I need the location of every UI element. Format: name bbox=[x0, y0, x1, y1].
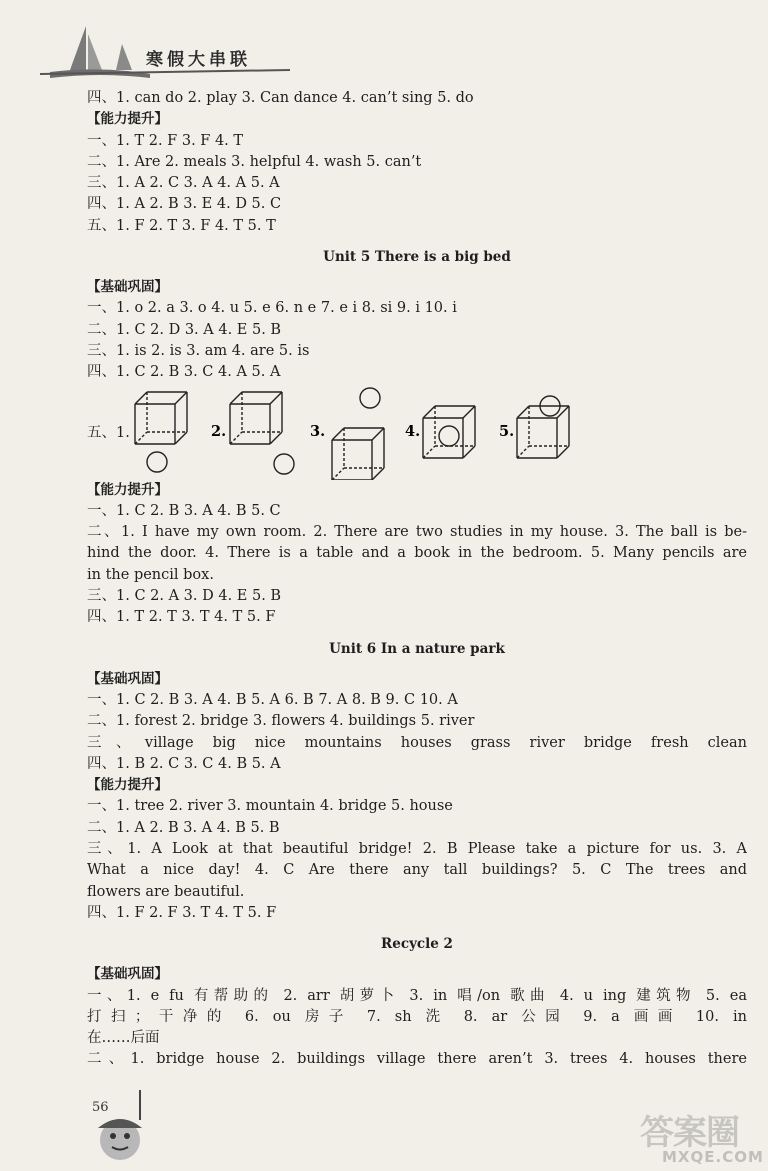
cube-label: 2. bbox=[211, 422, 227, 440]
answer-line: 四、1. A 2. B 3. E 4. D 5. C bbox=[87, 196, 282, 213]
answer-line: 三、village big nice mountains houses grass river bridge fresh clean bbox=[87, 734, 747, 751]
answer-content bbox=[87, 88, 747, 1071]
answer-line: in the pencil box. bbox=[87, 566, 214, 583]
unit-title: Unit 6 In a nature park bbox=[329, 640, 505, 657]
watermark-logo: 答案圈 bbox=[640, 1113, 739, 1153]
answer-line: 三、1. A 2. C 3. A 4. A 5. A bbox=[87, 175, 280, 192]
page-number: 56 bbox=[92, 1100, 109, 1115]
cube-diagrams bbox=[87, 384, 747, 480]
section-heading: 【基础巩固】 bbox=[87, 670, 168, 687]
answer-line: hind the door. 4. There is a table and a book in the bedroom. 5. Many pencils are bbox=[87, 545, 747, 562]
answer-line: 二、1. I have my own room. 2. There are two studies in my house. 3. The ball is be- bbox=[87, 524, 747, 541]
cartoon-decoration bbox=[78, 1080, 158, 1165]
answer-line: 三、1. A Look at that beautiful bridge! 2. B Please take a picture for us. 3. A bbox=[87, 841, 747, 858]
section-heading: 【基础巩固】 bbox=[87, 279, 168, 296]
answer-line: 四、1. B 2. C 3. C 4. B 5. A bbox=[87, 755, 281, 772]
unit-title: Recycle 2 bbox=[381, 936, 453, 953]
section-heading: 【能力提升】 bbox=[87, 481, 168, 498]
answer-line: 打扫；干净的 6. ou 房子 7. sh 洗 8. ar 公园 9. a 画画 10. in bbox=[87, 1008, 747, 1025]
answer-line: 二、1. bridge house 2. buildings village there aren’t 3. trees 4. houses there bbox=[87, 1051, 747, 1068]
answer-line: 二、1. A 2. B 3. A 4. B 5. B bbox=[87, 819, 280, 836]
section-heading: 【基础巩固】 bbox=[87, 966, 168, 983]
answer-line: 二、1. forest 2. bridge 3. flowers 4. buildings 5. river bbox=[87, 713, 475, 730]
cube-label: 4. bbox=[405, 422, 421, 440]
answer-line: 五、1. F 2. T 3. F 4. T 5. T bbox=[87, 217, 276, 234]
answer-line: 一、1. o 2. a 3. o 4. u 5. e 6. n e 7. e i 8. si 9. i 10. i bbox=[87, 300, 457, 317]
cube-label: 3. bbox=[310, 422, 326, 440]
exercise-label: 五、1. bbox=[87, 424, 130, 441]
answer-line: 一、1. T 2. F 3. F 4. T bbox=[87, 132, 244, 149]
answer-line: 三、1. C 2. A 3. D 4. E 5. B bbox=[87, 588, 282, 605]
answer-line: What a nice day! 4. C Are there any tall buildings? 5. C The trees and bbox=[87, 862, 747, 879]
cube-diagram-row bbox=[87, 384, 747, 480]
watermark-url: MXQE.COM bbox=[662, 1148, 764, 1166]
answer-line: 一、1. C 2. B 3. A 4. B 5. C bbox=[87, 502, 281, 519]
answer-line: 二、1. C 2. D 3. A 4. E 5. B bbox=[87, 321, 282, 338]
answer-line: 四、1. T 2. T 3. T 4. T 5. F bbox=[87, 609, 276, 626]
unit-title: Unit 5 There is a big bed bbox=[323, 249, 511, 266]
answer-line: 在……后面 bbox=[87, 1030, 160, 1047]
answer-line: 一、1. e fu 有帮助的 2. arr 胡萝卜 3. in 唱/on 歌曲 4. u ing 建筑物 5. ea bbox=[87, 987, 747, 1004]
answer-line: 四、1. can do 2. play 3. Can dance 4. can’t sing 5. do bbox=[87, 90, 474, 106]
answer-line: 二、1. Are 2. meals 3. helpful 4. wash 5. can’t bbox=[87, 153, 422, 170]
answer-line: 四、1. C 2. B 3. C 4. A 5. A bbox=[87, 364, 281, 381]
section-heading: 【能力提升】 bbox=[87, 111, 168, 128]
cube-label: 5. bbox=[499, 422, 515, 440]
answer-line: 一、1. C 2. B 3. A 4. B 5. A 6. B 7. A 8. B 9. C 10. A bbox=[87, 691, 458, 708]
answer-line: 四、1. F 2. F 3. T 4. T 5. F bbox=[87, 904, 277, 921]
answer-line: flowers are beautiful. bbox=[87, 883, 245, 900]
answer-line: 三、1. is 2. is 3. am 4. are 5. is bbox=[87, 342, 310, 359]
header-title: 寒假大串联 bbox=[146, 50, 251, 70]
section-heading: 【能力提升】 bbox=[87, 777, 168, 794]
page-header bbox=[40, 18, 290, 80]
answer-line: 一、1. tree 2. river 3. mountain 4. bridge 5. house bbox=[87, 798, 453, 815]
